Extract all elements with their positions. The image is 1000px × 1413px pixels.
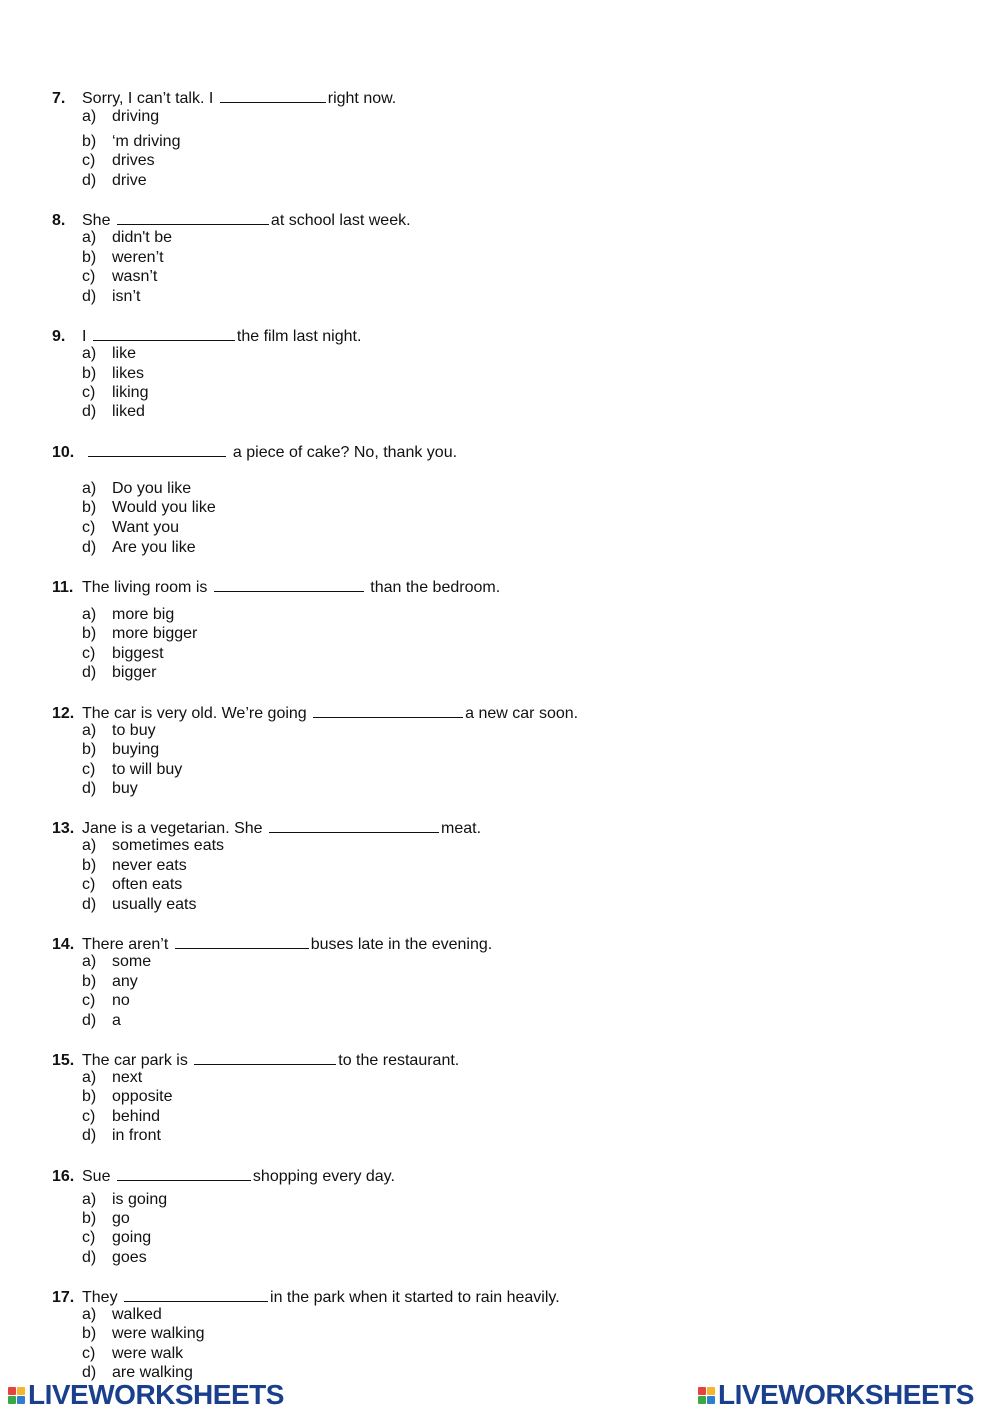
question-text-after: at school last week. <box>270 212 411 229</box>
option-text: any <box>112 973 138 990</box>
question-number: 17. <box>52 1289 75 1306</box>
option-letter: d) <box>82 1012 97 1029</box>
option-text: no <box>112 992 130 1009</box>
question-text-before: I <box>82 328 91 345</box>
option-text: in front <box>112 1127 161 1144</box>
option-b[interactable] <box>82 624 197 644</box>
option-letter: a) <box>82 1191 97 1208</box>
option-letter: c) <box>82 876 96 893</box>
option-a[interactable] <box>82 721 156 741</box>
question-number: 9. <box>52 328 66 345</box>
option-d[interactable] <box>82 1248 147 1268</box>
question-text-after: the film last night. <box>236 328 362 345</box>
option-d[interactable] <box>82 538 196 558</box>
option-b[interactable] <box>82 364 144 384</box>
option-text: more bigger <box>112 625 198 642</box>
option-a[interactable] <box>82 228 172 248</box>
option-b[interactable] <box>82 856 187 876</box>
question-text-before <box>82 444 86 461</box>
question-text-before: Sorry, I can’t talk. I <box>82 90 218 107</box>
option-text: liking <box>112 384 149 401</box>
option-letter: d) <box>82 1364 97 1381</box>
option-letter: a) <box>82 480 97 497</box>
option-text: to will buy <box>112 761 183 778</box>
option-c[interactable] <box>82 1344 183 1364</box>
question-number: 16. <box>52 1168 75 1185</box>
answer-blank[interactable] <box>214 576 364 592</box>
option-text: buy <box>112 780 138 797</box>
option-c[interactable] <box>82 151 155 171</box>
option-text: wasn’t <box>112 268 158 285</box>
option-c[interactable] <box>82 991 130 1011</box>
option-text: likes <box>112 365 145 382</box>
option-letter: c) <box>82 992 96 1009</box>
option-b[interactable] <box>82 132 180 152</box>
answer-blank[interactable] <box>117 209 269 225</box>
option-letter: b) <box>82 133 97 150</box>
option-letter: a) <box>82 108 97 125</box>
logo-grid-icon <box>698 1387 715 1404</box>
option-text: usually eats <box>112 896 197 913</box>
answer-blank[interactable] <box>124 1286 268 1302</box>
option-a[interactable] <box>82 952 151 972</box>
option-d[interactable] <box>82 1011 121 1031</box>
question-11 <box>52 576 500 598</box>
option-letter: a) <box>82 345 97 362</box>
question-text-after: in the park when it started to rain heavily. <box>270 1289 560 1306</box>
option-text: walked <box>112 1306 162 1323</box>
option-text: sometimes eats <box>112 837 225 854</box>
answer-blank[interactable] <box>88 441 226 457</box>
option-text: were walk <box>112 1345 184 1362</box>
option-a[interactable] <box>82 1068 142 1088</box>
option-letter: c) <box>82 268 96 285</box>
option-letter: c) <box>82 384 96 401</box>
option-c[interactable] <box>82 1228 151 1248</box>
option-a[interactable] <box>82 836 224 856</box>
question-10 <box>52 441 457 463</box>
option-text: go <box>112 1210 130 1227</box>
option-letter: c) <box>82 1345 96 1362</box>
option-text: like <box>112 345 137 362</box>
option-letter: d) <box>82 172 97 189</box>
option-letter: b) <box>82 973 97 990</box>
option-text: Do you like <box>112 480 192 497</box>
option-a[interactable] <box>82 479 191 499</box>
option-letter: a) <box>82 606 97 623</box>
option-text: driving <box>112 108 160 125</box>
option-text: Want you <box>112 519 179 536</box>
option-letter: a) <box>82 229 97 246</box>
question-number: 11. <box>52 579 74 596</box>
option-text: weren’t <box>112 249 164 266</box>
option-letter: d) <box>82 780 97 797</box>
option-b[interactable] <box>82 498 216 518</box>
option-letter: d) <box>82 1127 97 1144</box>
option-text: buying <box>112 741 160 758</box>
answer-blank[interactable] <box>269 817 439 833</box>
question-text-after: than the bedroom. <box>365 579 501 596</box>
option-text: a <box>112 1012 121 1029</box>
question-text-after: buses late in the evening. <box>310 936 493 953</box>
option-b[interactable] <box>82 1087 173 1107</box>
option-letter: b) <box>82 741 97 758</box>
option-d[interactable] <box>82 779 138 799</box>
option-text: isn’t <box>112 288 141 305</box>
option-letter: d) <box>82 664 97 681</box>
answer-blank[interactable] <box>220 87 326 103</box>
option-text: drives <box>112 152 155 169</box>
option-d[interactable] <box>82 287 140 307</box>
answer-blank[interactable] <box>175 933 309 949</box>
option-a[interactable] <box>82 344 136 364</box>
answer-blank[interactable] <box>93 325 235 341</box>
option-a[interactable] <box>82 107 159 127</box>
option-d[interactable] <box>82 1126 161 1146</box>
option-text: liked <box>112 403 145 420</box>
question-number: 14. <box>52 936 75 953</box>
option-c[interactable] <box>82 875 182 895</box>
question-text-before: Sue <box>82 1168 115 1185</box>
option-text: opposite <box>112 1088 173 1105</box>
option-a[interactable] <box>82 1190 167 1210</box>
option-letter: c) <box>82 1229 96 1246</box>
question-text-after: a piece of cake? No, thank you. <box>228 444 458 461</box>
option-letter: b) <box>82 625 97 642</box>
option-a[interactable] <box>82 1305 162 1325</box>
answer-blank[interactable] <box>313 702 463 718</box>
option-text: were walking <box>112 1325 205 1342</box>
question-text-before: Jane is a vegetarian. She <box>82 820 268 837</box>
question-number: 13. <box>52 820 75 837</box>
option-letter: b) <box>82 1210 97 1227</box>
option-letter: a) <box>82 953 97 970</box>
option-text: Are you like <box>112 539 196 556</box>
liveworksheets-logo-left <box>8 1380 284 1410</box>
option-letter: d) <box>82 896 97 913</box>
answer-blank[interactable] <box>117 1165 251 1181</box>
option-b[interactable] <box>82 972 138 992</box>
question-text-after: to the restaurant. <box>338 1052 460 1069</box>
option-letter: c) <box>82 761 96 778</box>
question-number: 10. <box>52 444 75 461</box>
option-text: never eats <box>112 857 187 874</box>
question-number: 8. <box>52 212 66 229</box>
option-text: didn't be <box>112 229 172 246</box>
question-number: 15. <box>52 1052 75 1069</box>
option-letter: d) <box>82 1249 97 1266</box>
option-letter: c) <box>82 152 96 169</box>
option-text: bigger <box>112 664 157 681</box>
question-16 <box>52 1165 395 1187</box>
question-number: 12. <box>52 705 75 722</box>
option-d[interactable] <box>82 402 145 422</box>
option-b[interactable] <box>82 1324 204 1344</box>
option-text: some <box>112 953 152 970</box>
option-text: often eats <box>112 876 183 893</box>
question-text-before: They <box>82 1289 123 1306</box>
option-c[interactable] <box>82 383 148 403</box>
option-d[interactable] <box>82 663 156 683</box>
logo-text: LIVEWORKSHEETS <box>28 1379 284 1410</box>
question-text-after: a new car soon. <box>465 705 579 722</box>
option-text: drive <box>112 172 147 189</box>
option-letter: c) <box>82 519 96 536</box>
option-letter: a) <box>82 722 97 739</box>
question-text-after: meat. <box>441 820 482 837</box>
option-c[interactable] <box>82 1107 160 1127</box>
question-number: 7. <box>52 90 66 107</box>
option-text: are walking <box>112 1364 193 1381</box>
option-letter: b) <box>82 1088 97 1105</box>
option-b[interactable] <box>82 1209 130 1229</box>
option-c[interactable] <box>82 760 182 780</box>
option-letter: d) <box>82 539 97 556</box>
logo-text: LIVEWORKSHEETS <box>718 1379 974 1410</box>
option-text: next <box>112 1069 143 1086</box>
option-text: is going <box>112 1191 168 1208</box>
question-text-after: right now. <box>327 90 397 107</box>
question-7 <box>52 87 396 109</box>
question-text-before: She <box>82 212 115 229</box>
question-text-before: The living room is <box>82 579 212 596</box>
option-letter: a) <box>82 1069 97 1086</box>
option-text: to buy <box>112 722 156 739</box>
option-text: going <box>112 1229 152 1246</box>
answer-blank[interactable] <box>194 1049 336 1065</box>
option-text: more big <box>112 606 175 623</box>
option-text: behind <box>112 1108 161 1125</box>
option-letter: c) <box>82 645 96 662</box>
option-letter: b) <box>82 365 97 382</box>
option-letter: b) <box>82 499 97 516</box>
option-letter: b) <box>82 1325 97 1342</box>
question-text-before: The car is very old. We’re going <box>82 705 312 722</box>
option-c[interactable] <box>82 644 164 664</box>
option-text: goes <box>112 1249 147 1266</box>
option-c[interactable] <box>82 518 179 538</box>
option-c[interactable] <box>82 267 157 287</box>
option-d[interactable] <box>82 171 147 191</box>
option-letter: b) <box>82 857 97 874</box>
option-letter: b) <box>82 249 97 266</box>
liveworksheets-logo-right <box>698 1380 974 1410</box>
option-b[interactable] <box>82 740 159 760</box>
option-text: biggest <box>112 645 164 662</box>
option-letter: d) <box>82 288 97 305</box>
option-letter: a) <box>82 837 97 854</box>
question-text-before: There aren’t <box>82 936 173 953</box>
question-text-before: The car park is <box>82 1052 193 1069</box>
option-letter: c) <box>82 1108 96 1125</box>
option-text: Would you like <box>112 499 216 516</box>
option-letter: d) <box>82 403 97 420</box>
option-text: ‘m driving <box>112 133 181 150</box>
option-d[interactable] <box>82 895 197 915</box>
question-text-after: shopping every day. <box>252 1168 395 1185</box>
logo-grid-icon <box>8 1387 25 1404</box>
option-b[interactable] <box>82 248 164 268</box>
option-a[interactable] <box>82 605 174 625</box>
option-letter: a) <box>82 1306 97 1323</box>
